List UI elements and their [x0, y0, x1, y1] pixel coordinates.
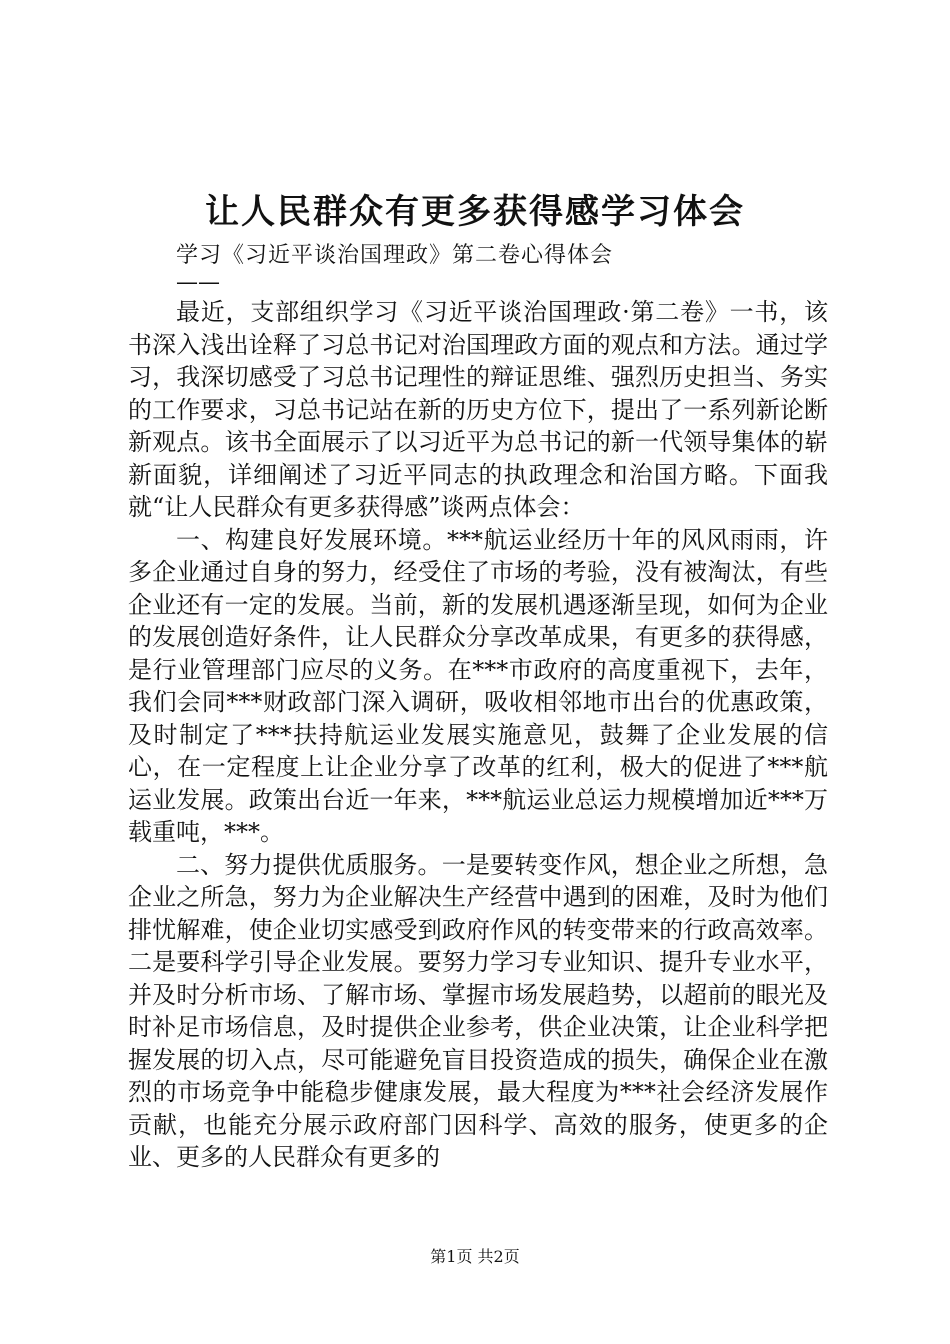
subtitle-dash: ——	[176, 270, 220, 295]
document-title: 让人民群众有更多获得感学习体会	[205, 192, 745, 232]
paragraph-section-1: 一、构建良好发展环境。***航运业经历十年的风风雨雨，许多企业通过自身的努力，经受住了市场的考验，没有被淘汰，有些企业还有一定的发展。当前，新的发展机遇逐渐呈现，如何为企业的发展创造好条件，让人民群众分享改革成果，有更多的获得感，是行业管理部门应尽的义务。在***市政府的高度重视下，去年，我们会同***财政部门深入调研，吸收相邻地市出台的优惠政策，及时制定了***扶持航运业发展实施意见，鼓舞了企业发展的信心，在一定程度上让企业分享了改革的红利，极大的促进了***航运业发展。政策出台近一年来，***航运业总运力规模增加近***万载重吨，***。	[128, 525, 828, 846]
paragraph-intro: 最近，支部组织学习《习近平谈治国理政·第二卷》一书，该书深入浅出诠释了习总书记对治国理政方面的观点和方法。通过学习，我深切感受了习总书记理性的辩证思维、强烈历史担当、务实的工作要求，习总书记站在新的历史方位下，提出了一系列新论断新观点。该书全面展示了以习近平为总书记的新一代领导集体的崭新面貌，详细阐述了习近平同志的执政理念和治国方略。下面我就“让人民群众有更多获得感”谈两点体会：	[128, 298, 828, 521]
document-body	[128, 296, 828, 1174]
document-subtitle: 学习《习近平谈治国理政》第二卷心得体会	[176, 243, 614, 268]
page-footer: 第1页 共2页	[430, 1247, 520, 1266]
paragraph-section-2: 二、努力提供优质服务。一是要转变作风，想企业之所想，急企业之所急，努力为企业解决生产经营中遇到的困难，及时为他们排忧解难，使企业切实感受到政府作风的转变带来的行政高效率。二是要科学引导企业发展。要努力学习专业知识、提升专业水平，并及时分析市场、了解市场、掌握市场发展趋势，以超前的眼光及时补足市场信息，及时提供企业参考，供企业决策，让企业科学把握发展的切入点，尽可能避免盲目投资造成的损失，确保企业在激烈的市场竞争中能稳步健康发展，最大程度为***社会经济发展作贡献，也能充分展示政府部门因科学、高效的服务，使更多的企业、更多的人民群众有更多的	[128, 850, 828, 1171]
